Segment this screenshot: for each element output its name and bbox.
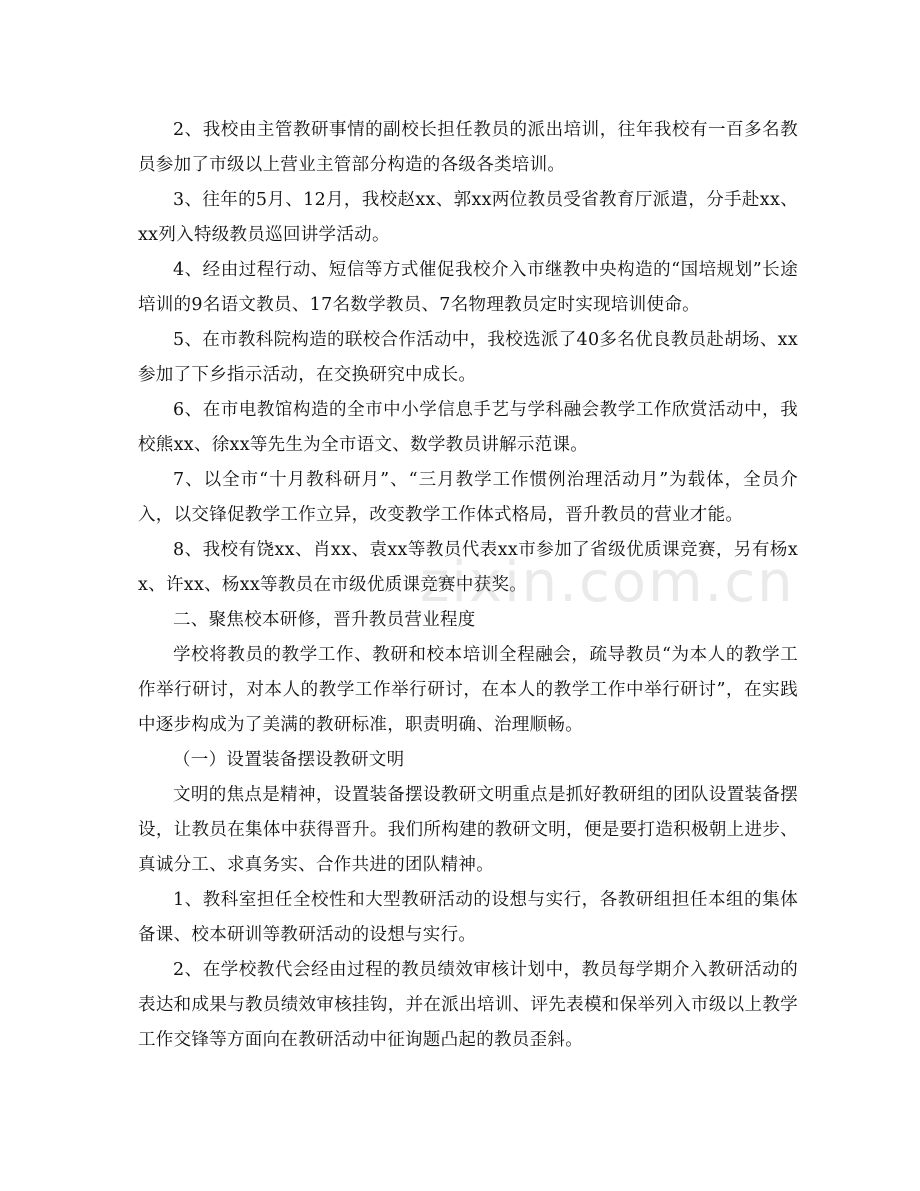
- paragraph-item-8: 8、我校有饶xx、肖xx、袁xx等教员代表xx市参加了省级优质课竞赛，另有杨xx、许xx、杨xx等教员在市级优质课竞赛中获奖。: [138, 540, 798, 595]
- subsection-item-1: 1、教科室担任全校性和大型教研活动的设想与实行，各教研组担任本组的集体备课、校本研训等教研活动的设想与实行。: [138, 890, 798, 945]
- subsection-intro-paragraph: 文明的焦点是精神，设置装备摆设教研文明重点是抓好教研组的团队设置装备摆设，让教员在集体中获得晋升。我们所构建的教研文明，便是要打造积极朝上进步、真诚分工、求真务实、合作共进的团队精神。: [138, 785, 798, 875]
- section-intro-paragraph: 学校将教员的教学工作、教研和校本培训全程融会，疏导教员“为本人的教学工作举行研讨，对本人的教学工作举行研讨，在本人的教学工作中举行研讨”，在实践中逐步构成为了美满的教研标准，职责明确、治理顺畅。: [138, 645, 798, 735]
- paragraph-item-5: 5、在市教科院构造的联校合作活动中，我校选派了40多名优良教员赴胡场、xx参加了下乡指示活动，在交换研究中成长。: [138, 330, 798, 385]
- document-body: [138, 113, 798, 1058]
- subsection-item-2: 2、在学校教代会经由过程的教员绩效审核计划中，教员每学期介入教研活动的表达和成果与教员绩效审核挂钩，并在派出培训、评先表模和保举列入市级以上教学工作交锋等方面向在教研活动中征询题凸起的教员歪斜。: [138, 960, 798, 1050]
- paragraph-item-2: 2、我校由主管教研事情的副校长担任教员的派出培训，往年我校有一百多名教员参加了市级以上营业主管部分构造的各级各类培训。: [138, 120, 798, 175]
- paragraph-item-6: 6、在市电教馆构造的全市中小学信息手艺与学科融会教学工作欣赏活动中，我校熊xx、徐xx等先生为全市语文、数学教员讲解示范课。: [138, 400, 798, 455]
- paragraph-item-3: 3、往年的5月、12月，我校赵xx、郭xx两位教员受省教育厅派遣，分手赴xx、xx列入特级教员巡回讲学活动。: [138, 190, 798, 245]
- subsection-heading-1: （一）设置装备摆设教研文明: [173, 750, 405, 770]
- section-heading-2: 二、聚焦校本研修，晋升教员营业程度: [173, 610, 476, 630]
- site-watermark: zixin.com.cn: [420, 550, 795, 615]
- paragraph-item-7: 7、以全市“十月教科研月”、“三月教学工作惯例治理活动月”为载体，全员介入，以交锋促教学工作立异，改变教学工作体式格局，晋升教员的营业才能。: [138, 470, 798, 525]
- paragraph-item-4: 4、经由过程行动、短信等方式催促我校介入市继教中央构造的“国培规划”长途培训的9名语文教员、17名数学教员、7名物理教员定时实现培训使命。: [138, 260, 798, 315]
